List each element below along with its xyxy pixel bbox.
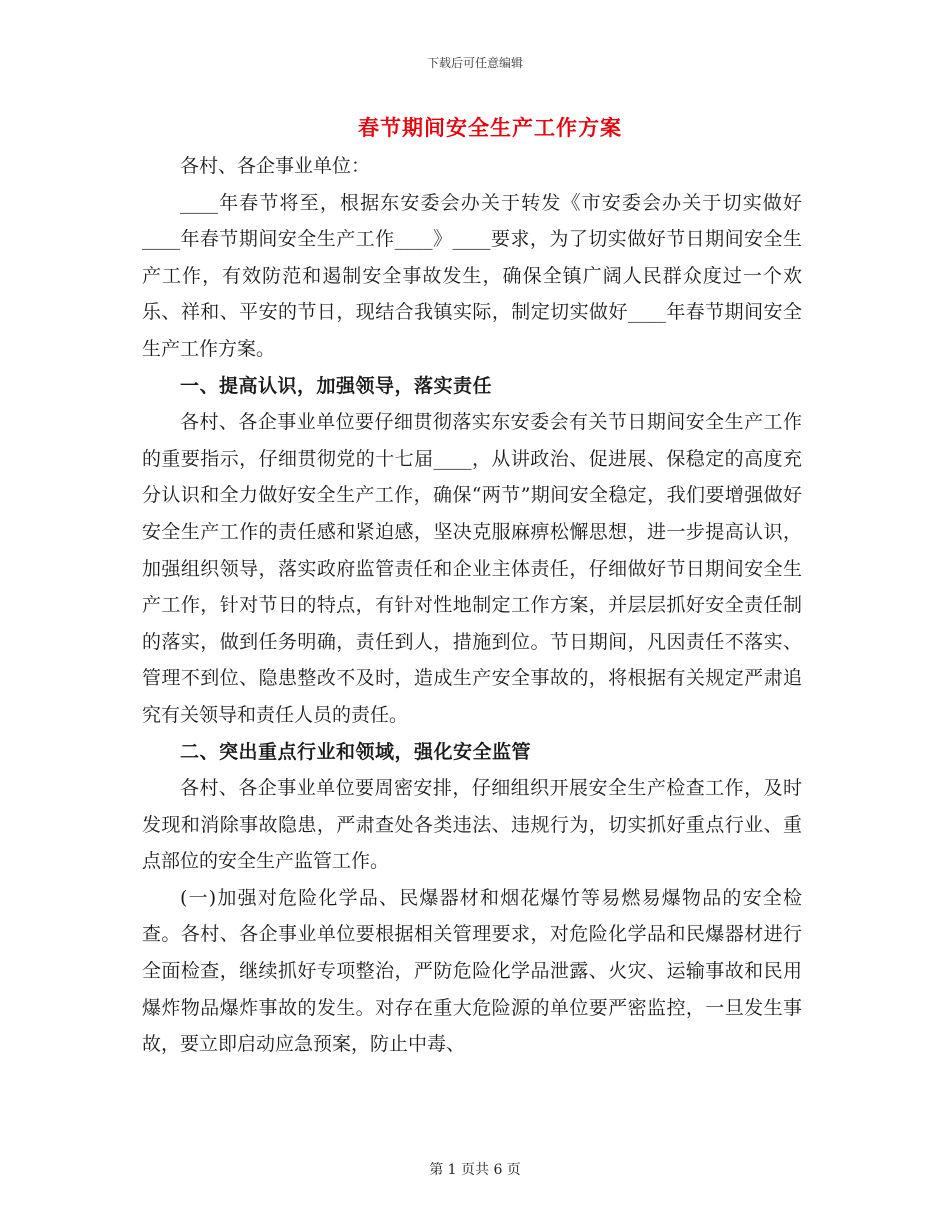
document-title: 春节期间安全生产工作方案 xyxy=(358,115,622,140)
salutation: 各村、各企事业单位： xyxy=(180,155,371,177)
section-2-heading: 二、突出重点行业和领域，强化安全监管 xyxy=(180,740,532,763)
header-note: 下载后可任意编辑 xyxy=(426,56,523,70)
section-1-heading: 一、提高认识，加强领导，落实责任 xyxy=(180,374,493,397)
section-2-paragraph: 各村、各企事业单位要周密安排，仔细组织开展安全生产检查工作，及时发现和消除事故隐患，严肃查处各类违法、违规行为，切实抓好重点行业、重点部位的安全生产监管工作。 xyxy=(142,777,802,873)
page-footer: 第 1 页共 6 页 xyxy=(429,1162,521,1178)
item-1-paragraph: (一)加强对危险化学品、民爆器材和烟花爆竹等易燃易爆物品的安全检查。各村、各企事业单位要根据相关管理要求，对危险化学品和民爆器材进行全面检查，继续抓好专项整治，严防危险化学品泄露、火灾、运输事故和民用爆炸物品爆炸事故的发生。对存在重大危险源的单位要严密监控，一旦发生事故，要立即启动应急预案，防止中毒、 xyxy=(142,886,802,1056)
section-1-paragraph: 各村、各企事业单位要仔细贯彻落实东安委会有关节日期间安全生产工作的重要指示，仔细贯彻党的十七届____，从讲政治、促进展、保稳定的高度充分认识和全力做好安全生产工作，确保“两节”期间安全稳定，我们要增强做好安全生产工作的责任感和紧迫感，坚决克服麻痹松懈思想，进一步提高认识，加强组织领导，落实政府监管责任和企业主体责任，仔细做好节日期间安全生产工作，针对节日的特点，有针对性地制定工作方案，并层层抓好安全责任制的落实，做到任务明确，责任到人，措施到位。节日期间，凡因责任不落实、管理不到位、隐患整改不及时，造成生产安全事故的，将根据有关规定严肃追究有关领导和责任人员的责任。 xyxy=(142,411,802,726)
document-body xyxy=(142,148,802,1063)
intro-paragraph: ____年春节将至，根据东安委会办关于转发《市安委会办关于切实做好____年春节期间安全生产工作____》____要求，为了切实做好节日期间安全生产工作，有效防范和遏制安全事故发生，确保全镇广阔人民群众度过一个欢乐、祥和、平安的节日，现结合我镇实际，制定切实做好____年春节期间安全生产工作方案。 xyxy=(142,191,802,360)
